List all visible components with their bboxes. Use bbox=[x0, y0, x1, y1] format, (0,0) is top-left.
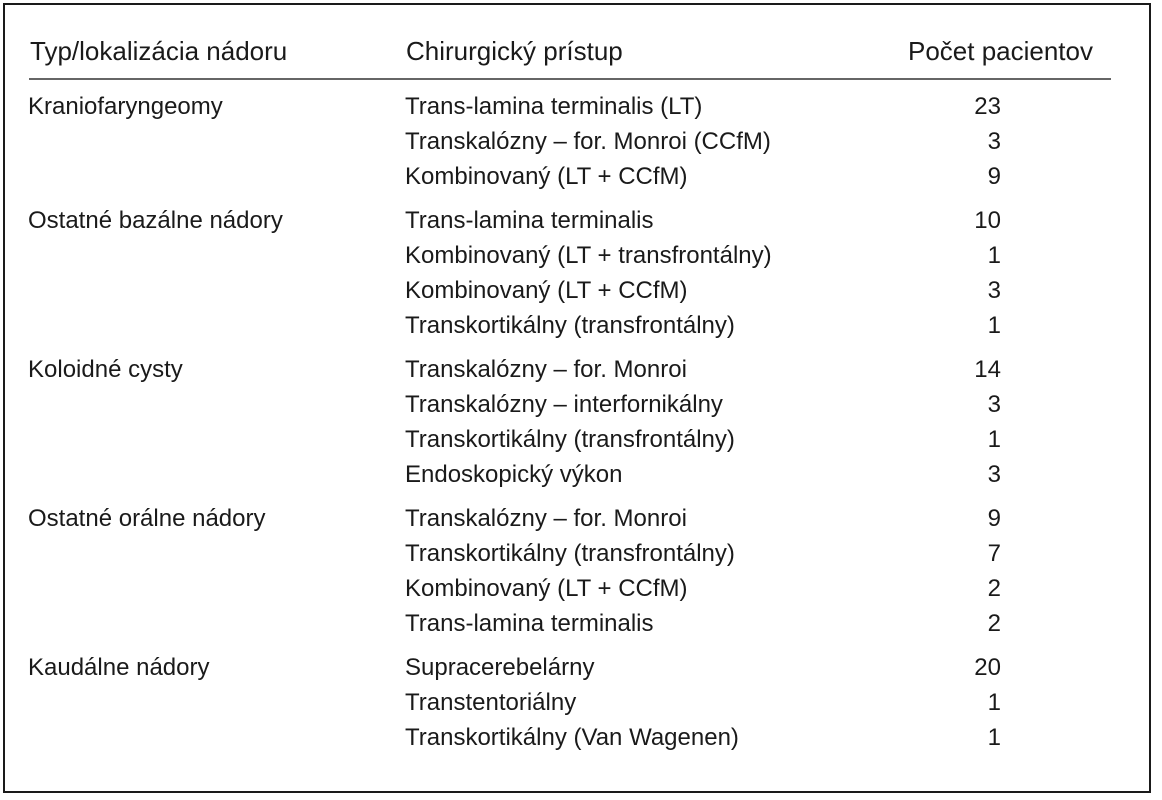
approach-cell: Transkalózny – interfornikálny bbox=[405, 391, 723, 418]
table-row bbox=[5, 120, 1153, 155]
table-row bbox=[5, 532, 1153, 567]
tumor-type-cell: Koloidné cysty bbox=[28, 356, 183, 383]
tumor-type-cell: Ostatné orálne nádory bbox=[28, 505, 266, 532]
patient-count-cell: 1 bbox=[987, 689, 1001, 716]
patient-count-cell: 9 bbox=[987, 163, 1001, 190]
patient-count-cell: 2 bbox=[987, 610, 1001, 637]
approach-cell: Supracerebelárny bbox=[405, 654, 595, 681]
patient-count-cell: 1 bbox=[987, 724, 1001, 751]
table-row bbox=[5, 646, 1153, 681]
table-row bbox=[5, 567, 1153, 602]
approach-cell: Trans-lamina terminalis (LT) bbox=[405, 93, 703, 120]
tumor-type-cell: Kaudálne nádory bbox=[28, 654, 210, 681]
table-row bbox=[5, 383, 1153, 418]
patient-count-cell: 7 bbox=[987, 540, 1001, 567]
table-row bbox=[5, 602, 1153, 637]
table-row bbox=[5, 234, 1153, 269]
approach-cell: Transkortikálny (transfrontálny) bbox=[405, 540, 735, 567]
table-row bbox=[5, 681, 1153, 716]
patient-count-cell: 3 bbox=[987, 128, 1001, 155]
patient-count-cell: 1 bbox=[987, 312, 1001, 339]
patient-count-cell: 2 bbox=[987, 575, 1001, 602]
patient-count-cell: 23 bbox=[974, 93, 1001, 120]
table-row bbox=[5, 418, 1153, 453]
table-group bbox=[5, 646, 1153, 751]
approach-cell: Transtentoriálny bbox=[405, 689, 577, 716]
patient-count-cell: 10 bbox=[974, 207, 1001, 234]
approach-cell: Endoskopický výkon bbox=[405, 461, 623, 488]
table-row bbox=[5, 269, 1153, 304]
approach-cell: Transkalózny – for. Monroi bbox=[405, 505, 687, 532]
table-group bbox=[5, 199, 1153, 339]
patient-count-cell: 3 bbox=[987, 277, 1001, 304]
patient-count-cell: 3 bbox=[987, 391, 1001, 418]
approach-cell: Kombinovaný (LT + transfrontálny) bbox=[405, 242, 772, 269]
patient-count-cell: 9 bbox=[987, 505, 1001, 532]
header-divider bbox=[29, 78, 1111, 80]
table-body bbox=[5, 85, 1153, 760]
tumor-type-cell: Kraniofaryngeomy bbox=[28, 93, 223, 120]
approach-cell: Transkortikálny (transfrontálny) bbox=[405, 312, 735, 339]
approach-cell: Transkalózny – for. Monroi bbox=[405, 356, 687, 383]
table-row bbox=[5, 199, 1153, 234]
approach-cell: Trans-lamina terminalis bbox=[405, 610, 654, 637]
header-surgical-approach: Chirurgický prístup bbox=[406, 36, 623, 66]
table-row bbox=[5, 348, 1153, 383]
table-row bbox=[5, 304, 1153, 339]
patient-count-cell: 3 bbox=[987, 461, 1001, 488]
table-row bbox=[5, 85, 1153, 120]
patient-count-cell: 1 bbox=[987, 426, 1001, 453]
approach-cell: Kombinovaný (LT + CCfM) bbox=[405, 277, 688, 304]
tumor-type-cell: Ostatné bazálne nádory bbox=[28, 207, 283, 234]
table-row bbox=[5, 155, 1153, 190]
approach-cell: Trans-lamina terminalis bbox=[405, 207, 654, 234]
header-patient-count: Počet pacientov bbox=[907, 36, 1093, 66]
table-group bbox=[5, 348, 1153, 488]
approach-cell: Kombinovaný (LT + CCfM) bbox=[405, 575, 688, 602]
approach-cell: Transkalózny – for. Monroi (CCfM) bbox=[405, 128, 771, 155]
table-group bbox=[5, 85, 1153, 190]
patient-count-cell: 14 bbox=[974, 356, 1001, 383]
patient-count-cell: 1 bbox=[987, 242, 1001, 269]
approach-cell: Transkortikálny (transfrontálny) bbox=[405, 426, 735, 453]
table-row bbox=[5, 716, 1153, 751]
patient-count-cell: 20 bbox=[974, 654, 1001, 681]
header-tumor-type: Typ/lokalizácia nádoru bbox=[30, 36, 288, 66]
approach-cell: Kombinovaný (LT + CCfM) bbox=[405, 163, 688, 190]
table-row bbox=[5, 453, 1153, 488]
approach-cell: Transkortikálny (Van Wagenen) bbox=[405, 724, 739, 751]
table-row bbox=[5, 497, 1153, 532]
table-group bbox=[5, 497, 1153, 637]
table-frame bbox=[3, 3, 1151, 793]
